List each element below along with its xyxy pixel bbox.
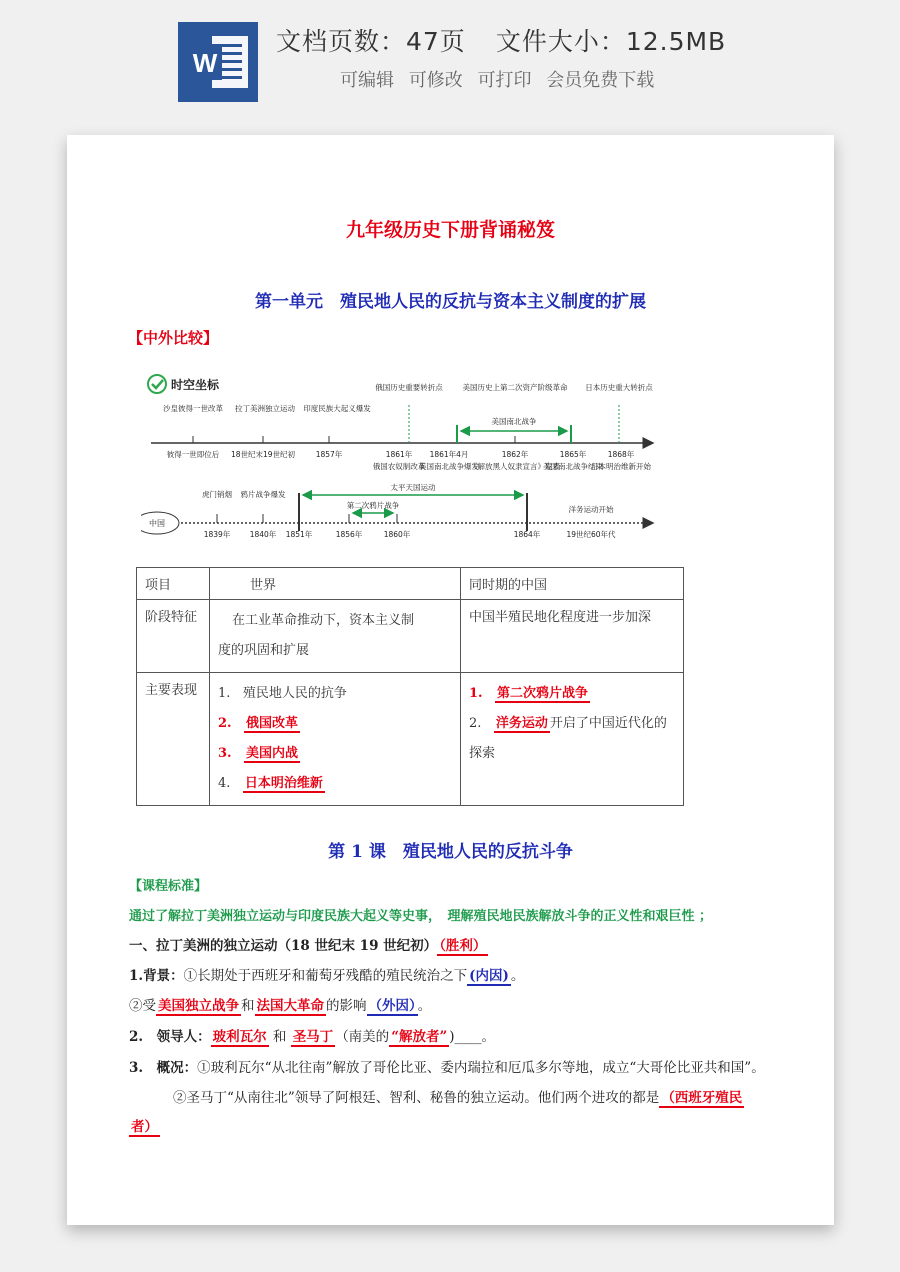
row-label-main: 主要表现 bbox=[137, 673, 210, 806]
svg-text:1857年: 1857年 bbox=[315, 450, 343, 459]
unit-title: 第一单元 殖民地人民的反抗与资本主义制度的扩展 bbox=[255, 292, 646, 312]
svg-text:俄国农奴制改革: 俄国农奴制改革 bbox=[372, 462, 426, 471]
feature-modifiable: 可修改 bbox=[408, 70, 463, 91]
header-world: 世界 bbox=[210, 568, 461, 600]
svg-text:拉丁美洲独立运动: 拉丁美洲独立运动 bbox=[235, 404, 295, 413]
svg-text:1861年: 1861年 bbox=[385, 450, 413, 459]
header-china: 同时期的中国 bbox=[461, 568, 684, 600]
svg-text:第二次鸦片战争: 第二次鸦片战争 bbox=[346, 501, 400, 510]
feature-member-download: 会员免费下载 bbox=[546, 70, 655, 91]
feature-editable: 可编辑 bbox=[340, 70, 394, 91]
lesson-title: 第 1 课 殖民地人民的反抗斗争 bbox=[328, 842, 573, 862]
china-item-2: 2. 洋务运动 开启了中国近代化的探索 bbox=[469, 716, 667, 761]
china-top-labels bbox=[202, 482, 614, 514]
check-icon bbox=[148, 375, 166, 393]
header-bar bbox=[0, 0, 900, 130]
svg-text:俄国历史重要转折点: 俄国历史重要转折点 bbox=[375, 383, 443, 392]
svg-text:1839年: 1839年 bbox=[203, 530, 231, 539]
svg-text:1864年: 1864年 bbox=[513, 530, 541, 539]
world-event-labels bbox=[373, 461, 652, 471]
svg-text:太平天国运动: 太平天国运动 bbox=[390, 483, 436, 492]
svg-text:彼得一世即位后: 彼得一世即位后 bbox=[166, 450, 220, 459]
world-item-1: 1. 殖民地人民的抗争 bbox=[218, 686, 347, 701]
civil-war-label: 美国南北战争 bbox=[491, 417, 537, 426]
standard-heading: 【课程标准】 bbox=[129, 879, 208, 894]
document-page bbox=[67, 135, 834, 1225]
comparison-table bbox=[136, 567, 684, 806]
svg-text:19世纪60年代: 19世纪60年代 bbox=[566, 530, 616, 539]
world-bottom-labels bbox=[167, 449, 635, 459]
world-stage-line-b: 度的巩固和扩展 bbox=[218, 643, 310, 658]
svg-text:鸦片战争爆发: 鸦片战争爆发 bbox=[240, 490, 286, 499]
svg-text:18世纪末19世纪初: 18世纪末19世纪初 bbox=[230, 450, 296, 459]
svg-text:1840年: 1840年 bbox=[249, 530, 277, 539]
svg-text:1851年: 1851年 bbox=[285, 530, 313, 539]
world-item-3: 3. 美国内战 bbox=[218, 746, 298, 761]
feature-printable: 可打印 bbox=[477, 70, 532, 91]
doc-info bbox=[276, 22, 726, 58]
china-stage-cell: 中国半殖民地化程度进一步加深 bbox=[461, 600, 684, 673]
word-document-icon bbox=[178, 22, 258, 102]
world-stage-cell bbox=[210, 600, 461, 673]
table-header-row bbox=[137, 568, 684, 600]
document-title: 九年级历史下册背诵秘笈 bbox=[345, 219, 555, 241]
svg-text:1865年: 1865年 bbox=[559, 450, 587, 459]
world-item-4: 4. 日本明治维新 bbox=[218, 776, 323, 791]
background-line-2: ②受 美国独立战争 和 法国大革命 的影响 （外因） 。 bbox=[129, 998, 432, 1014]
svg-text:沙皇彼得一世改革: 沙皇彼得一世改革 bbox=[163, 404, 223, 413]
row-label-stage: 阶段特征 bbox=[137, 600, 210, 673]
svg-text:1860年: 1860年 bbox=[383, 530, 411, 539]
china-year-labels bbox=[204, 529, 616, 539]
header-item: 项目 bbox=[137, 568, 210, 600]
svg-text:1868年: 1868年 bbox=[607, 450, 635, 459]
section-heading: 一、拉丁美洲的独立运动（18 世纪末 19 世纪初） （胜利） bbox=[129, 938, 487, 954]
world-item-2: 2. 俄国改革 bbox=[218, 716, 298, 731]
compare-heading: 【中外比较】 bbox=[128, 329, 219, 347]
world-top-labels bbox=[163, 382, 653, 413]
section-answer: （胜利） bbox=[439, 938, 487, 954]
file-size: 文件大小：12.5MB bbox=[495, 27, 727, 56]
svg-text:1862年: 1862年 bbox=[501, 450, 529, 459]
china-label: 中国 bbox=[149, 519, 165, 528]
table-row bbox=[137, 673, 684, 806]
svg-text:印度民族大起义爆发: 印度民族大起义爆发 bbox=[303, 404, 371, 413]
standard-text: 通过了解拉丁美洲独立运动与印度民族大起义等史事， 理解殖民地民族解放斗争的正义性和艰巨性 ； bbox=[129, 909, 713, 924]
svg-text:1861年4月: 1861年4月 bbox=[429, 450, 469, 459]
feature-list bbox=[340, 66, 663, 92]
svg-text:日本历史重大转折点: 日本历史重大转折点 bbox=[585, 383, 653, 392]
svg-text:日本明治维新开始: 日本明治维新开始 bbox=[591, 462, 651, 471]
background-line-1: 1.背景：①长期处于西班牙和葡萄牙残酷的殖民统治之下 (内因) 。 bbox=[129, 968, 525, 984]
china-item-1: 1. 第二次鸦片战争 bbox=[469, 686, 588, 701]
china-main-cell bbox=[461, 673, 684, 806]
page-count: 文档页数：47页 bbox=[276, 27, 466, 56]
overview-line-3: 者） bbox=[131, 1119, 158, 1135]
overview-line-2: ②圣马丁“从南往北”领导了阿根廷、智利、秘鲁的独立运动。他们两个进攻的都是 （西班牙殖民 bbox=[173, 1090, 743, 1106]
svg-text:美国南北战争结束: 美国南北战争结束 bbox=[543, 462, 603, 471]
world-stage-line-a: 在工业革命推动下，资本主义制 bbox=[232, 613, 415, 628]
timeline-figure bbox=[141, 373, 701, 548]
word-icon-letter: W bbox=[192, 48, 218, 78]
svg-text:《解放黑人奴隶宣言》发表: 《解放黑人奴隶宣言》发表 bbox=[470, 462, 560, 471]
svg-text:1856年: 1856年 bbox=[335, 530, 363, 539]
svg-text:美国南北战争爆发: 美国南北战争爆发 bbox=[419, 462, 479, 471]
svg-text:虎门销烟: 虎门销烟 bbox=[202, 490, 232, 499]
svg-text:洋务运动开始: 洋务运动开始 bbox=[568, 505, 614, 514]
svg-text:美国历史上第二次资产阶级革命: 美国历史上第二次资产阶级革命 bbox=[462, 383, 568, 392]
world-main-cell bbox=[210, 673, 461, 806]
leaders-line: 2. 领导人： 玻利瓦尔 和 圣马丁 （南美的 “解放者” )____。 bbox=[129, 1029, 495, 1045]
overview-line-1: 3. 概况：①玻利瓦尔“从北往南”解放了哥伦比亚、委内瑞拉和厄瓜多尔等地，成立“大哥伦比亚共和国”。 bbox=[129, 1060, 765, 1076]
table-row bbox=[137, 600, 684, 673]
timeline-heading: 时空坐标 bbox=[171, 378, 220, 392]
